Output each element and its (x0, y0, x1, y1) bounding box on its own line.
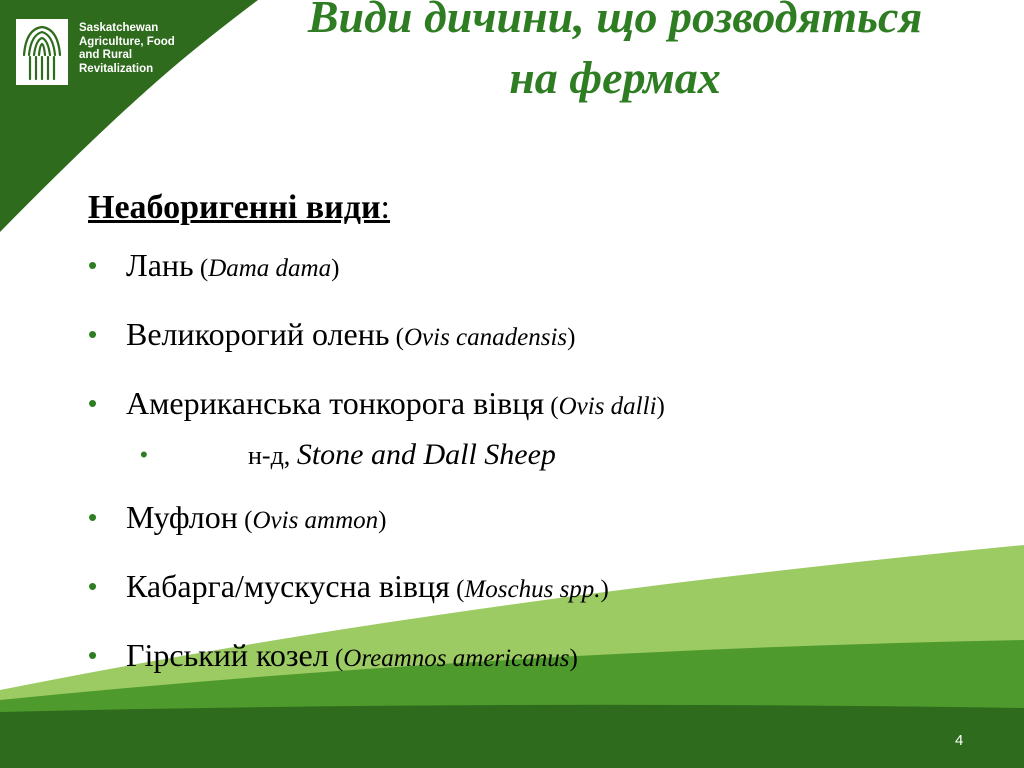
open-paren: ( (193, 255, 209, 282)
scientific-name: Moschus spp. (464, 576, 601, 603)
bullet-icon: • (88, 388, 98, 418)
organization-name: Saskatchewan Agriculture, Food and Rural Revitalization (79, 22, 175, 75)
wheat-sheaf-icon (16, 19, 68, 85)
page-number: 4 (955, 732, 964, 749)
bottom-dark-green-band (0, 705, 1024, 768)
open-paren: ( (544, 393, 559, 420)
bullet-icon: • (88, 640, 98, 670)
close-paren: ) (378, 507, 387, 534)
sub-list-item (88, 435, 988, 476)
open-paren: ( (389, 324, 404, 351)
close-paren: ) (331, 255, 340, 282)
bullet-icon: • (88, 571, 98, 601)
close-paren: ) (656, 393, 665, 420)
list-item (88, 382, 988, 428)
wheat-sheaf-logo (16, 19, 68, 85)
close-paren: ) (569, 645, 578, 672)
list-item (88, 565, 988, 611)
open-paren: ( (237, 507, 253, 534)
scientific-name: Ovis canadensis (403, 324, 568, 351)
scientific-name: Ovis dalli (558, 393, 657, 420)
scientific-name: Ovis ammon (252, 507, 379, 534)
section-heading-colon: : (380, 189, 390, 226)
section-heading (88, 186, 988, 230)
sub-item-prefix: н-д, (248, 441, 297, 470)
list-item (88, 313, 988, 359)
section-heading-text: Неаборигенні види (88, 189, 381, 226)
scientific-name: Oreamnos americanus (343, 645, 570, 672)
list-item (88, 244, 988, 290)
close-paren: ) (600, 576, 609, 603)
slide-content (88, 186, 988, 703)
species-name: Лань (126, 247, 194, 283)
species-name: Кабарга/мускусна вівця (126, 568, 450, 604)
list-item (88, 496, 988, 542)
list-item (88, 634, 988, 680)
sub-item-text: Stone and Dall Sheep (296, 438, 556, 471)
bullet-icon: • (88, 250, 98, 280)
species-name: Великорогий олень (126, 316, 390, 352)
species-name: Американська тонкорога вівця (126, 385, 545, 421)
species-name: Муфлон (126, 499, 238, 535)
close-paren: ) (567, 324, 576, 351)
slide-title: Види дичини, що розводяться на фермах (307, 0, 923, 103)
bullet-icon: • (88, 502, 98, 532)
open-paren: ( (328, 645, 344, 672)
bullet-icon: • (88, 319, 98, 349)
sub-bullet-icon: • (140, 442, 148, 467)
species-name: Гірський козел (126, 637, 329, 673)
open-paren: ( (449, 576, 465, 603)
scientific-name: Dama dama (208, 255, 332, 282)
